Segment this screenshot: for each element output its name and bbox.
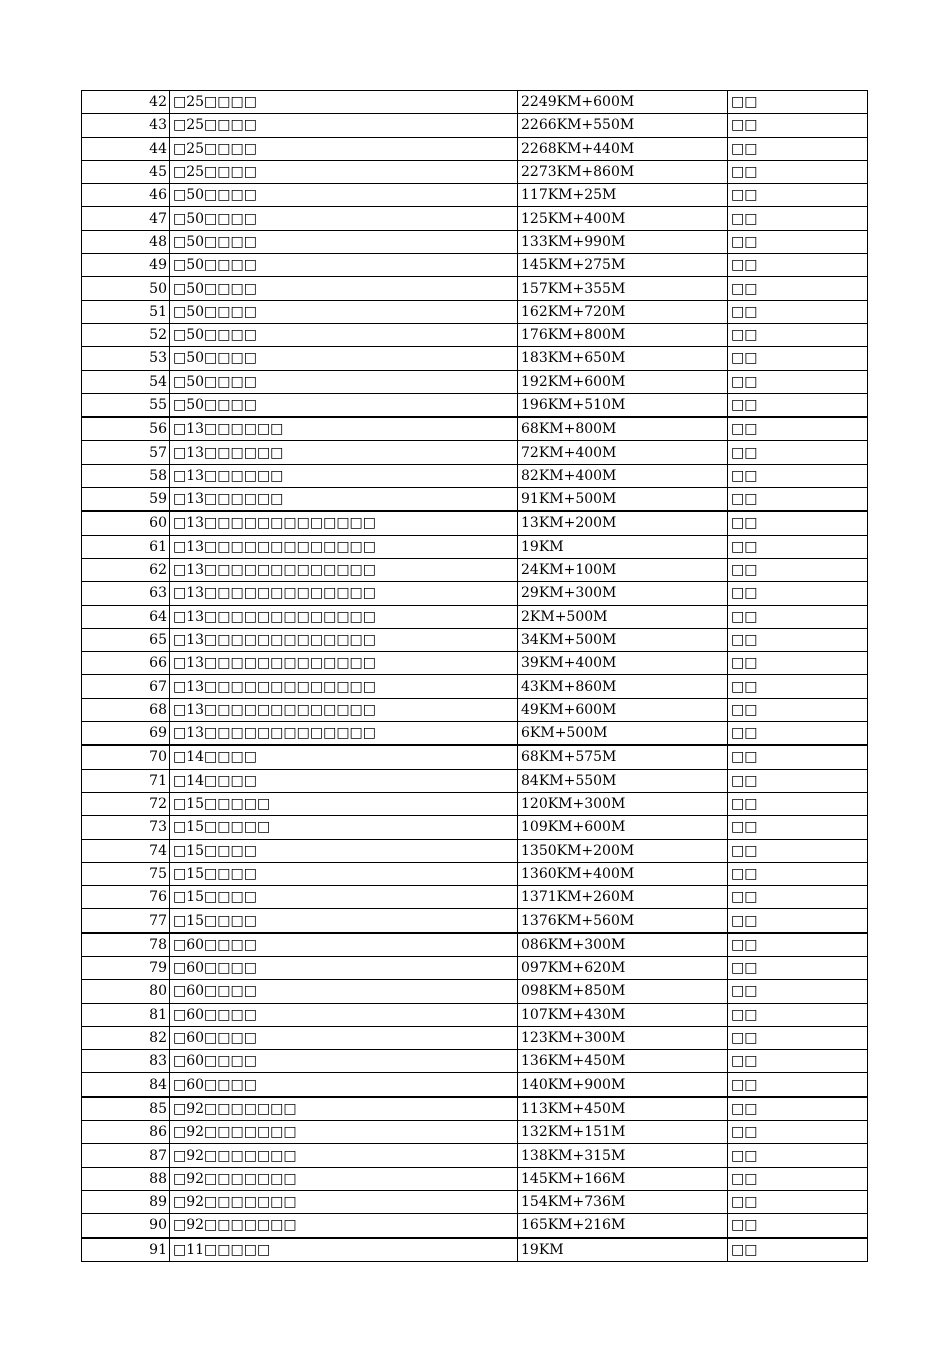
kilometer-cell[interactable]: 43KM+860M (518, 675, 728, 698)
table-row (82, 722, 868, 746)
row-number-cell[interactable]: 48 (82, 230, 170, 253)
note-cell[interactable]: □□ (728, 769, 868, 792)
note-cell[interactable]: □□ (728, 160, 868, 183)
kilometer-cell[interactable]: 176KM+800M (518, 323, 728, 346)
table-row (82, 441, 868, 464)
name-cell[interactable]: □60□□□□ (170, 1073, 518, 1097)
table-row (82, 745, 868, 769)
row-number-cell[interactable]: 82 (82, 1026, 170, 1049)
note-cell[interactable]: □□ (728, 558, 868, 581)
kilometer-cell[interactable]: 117KM+25M (518, 184, 728, 207)
row-number-cell[interactable]: 74 (82, 839, 170, 862)
table-row (82, 1238, 868, 1262)
note-cell[interactable]: □□ (728, 323, 868, 346)
kilometer-cell[interactable]: 91KM+500M (518, 488, 728, 512)
name-cell[interactable]: □50□□□□ (170, 277, 518, 300)
name-cell[interactable]: □15□□□□□ (170, 816, 518, 839)
note-cell[interactable]: □□ (728, 1003, 868, 1026)
name-cell[interactable]: □25□□□□ (170, 114, 518, 137)
note-cell[interactable]: □□ (728, 511, 868, 535)
name-cell[interactable]: □92□□□□□□□ (170, 1097, 518, 1121)
kilometer-cell[interactable]: 133KM+990M (518, 230, 728, 253)
table-row (82, 254, 868, 277)
row-number-cell[interactable]: 76 (82, 886, 170, 909)
note-cell[interactable]: □□ (728, 675, 868, 698)
kilometer-cell[interactable]: 1371KM+260M (518, 886, 728, 909)
note-cell[interactable]: □□ (728, 393, 868, 417)
row-number-cell[interactable]: 70 (82, 745, 170, 769)
note-cell[interactable]: □□ (728, 792, 868, 815)
name-cell[interactable]: □92□□□□□□□ (170, 1144, 518, 1167)
table-row (82, 605, 868, 628)
row-number-cell[interactable]: 65 (82, 628, 170, 651)
kilometer-cell[interactable]: 72KM+400M (518, 441, 728, 464)
note-cell[interactable]: □□ (728, 745, 868, 769)
kilometer-cell[interactable]: 2273KM+860M (518, 160, 728, 183)
row-number-cell[interactable]: 69 (82, 722, 170, 746)
table-row (82, 1097, 868, 1121)
note-cell[interactable]: □□ (728, 1144, 868, 1167)
note-cell[interactable]: □□ (728, 909, 868, 933)
row-number-cell[interactable]: 72 (82, 792, 170, 815)
row-number-cell[interactable]: 53 (82, 347, 170, 370)
name-cell[interactable]: □50□□□□ (170, 347, 518, 370)
note-cell[interactable]: □□ (728, 277, 868, 300)
note-cell[interactable]: □□ (728, 1073, 868, 1097)
row-number-cell[interactable]: 54 (82, 370, 170, 393)
table-row (82, 230, 868, 253)
kilometer-cell[interactable]: 68KM+800M (518, 417, 728, 441)
row-number-cell[interactable]: 45 (82, 160, 170, 183)
table-row (82, 1214, 868, 1238)
name-cell[interactable]: □50□□□□ (170, 370, 518, 393)
row-number-cell[interactable]: 87 (82, 1144, 170, 1167)
kilometer-cell[interactable]: 1350KM+200M (518, 839, 728, 862)
name-cell[interactable]: □25□□□□ (170, 160, 518, 183)
row-number-cell[interactable]: 44 (82, 137, 170, 160)
table-row (82, 393, 868, 417)
note-cell[interactable]: □□ (728, 230, 868, 253)
table-row (82, 652, 868, 675)
table-row (82, 792, 868, 815)
kilometer-cell[interactable]: 138KM+315M (518, 1144, 728, 1167)
note-cell[interactable]: □□ (728, 441, 868, 464)
kilometer-cell[interactable]: 19KM (518, 1238, 728, 1262)
kilometer-cell[interactable]: 2268KM+440M (518, 137, 728, 160)
name-cell[interactable]: □13□□□□□□□□□□□□□ (170, 605, 518, 628)
table-row (82, 956, 868, 979)
row-number-cell[interactable]: 55 (82, 393, 170, 417)
note-cell[interactable]: □□ (728, 980, 868, 1003)
kilometer-cell[interactable]: 1360KM+400M (518, 862, 728, 885)
kilometer-cell[interactable]: 68KM+575M (518, 745, 728, 769)
table-row (82, 1026, 868, 1049)
note-cell[interactable]: □□ (728, 816, 868, 839)
kilometer-cell[interactable]: 162KM+720M (518, 300, 728, 323)
note-cell[interactable]: □□ (728, 652, 868, 675)
note-cell[interactable]: □□ (728, 464, 868, 487)
note-cell[interactable]: □□ (728, 91, 868, 114)
note-cell[interactable]: □□ (728, 1026, 868, 1049)
row-number-cell[interactable]: 75 (82, 862, 170, 885)
table-row (82, 184, 868, 207)
name-cell[interactable]: □50□□□□ (170, 230, 518, 253)
name-cell[interactable]: □13□□□□□□□□□□□□□ (170, 558, 518, 581)
row-number-cell[interactable]: 60 (82, 511, 170, 535)
row-number-cell[interactable]: 73 (82, 816, 170, 839)
name-cell[interactable]: □50□□□□ (170, 323, 518, 346)
table-row (82, 839, 868, 862)
name-cell[interactable]: □13□□□□□□ (170, 488, 518, 512)
table-row (82, 909, 868, 933)
name-cell[interactable]: □92□□□□□□□ (170, 1214, 518, 1238)
note-cell[interactable]: □□ (728, 207, 868, 230)
note-cell[interactable]: □□ (728, 698, 868, 721)
note-cell[interactable]: □□ (728, 1167, 868, 1190)
table-row (82, 1073, 868, 1097)
kilometer-cell[interactable]: 113KM+450M (518, 1097, 728, 1121)
row-number-cell[interactable]: 81 (82, 1003, 170, 1026)
table-row (82, 160, 868, 183)
kilometer-cell[interactable]: 1376KM+560M (518, 909, 728, 933)
name-cell[interactable]: □60□□□□ (170, 1003, 518, 1026)
kilometer-cell[interactable]: 107KM+430M (518, 1003, 728, 1026)
table-row (82, 464, 868, 487)
name-cell[interactable]: □14□□□□ (170, 745, 518, 769)
kilometer-cell[interactable]: 2249KM+600M (518, 91, 728, 114)
name-cell[interactable]: □13□□□□□□□□□□□□□ (170, 698, 518, 721)
name-cell[interactable]: □13□□□□□□□□□□□□□ (170, 675, 518, 698)
table-row (82, 698, 868, 721)
row-number-cell[interactable]: 51 (82, 300, 170, 323)
name-cell[interactable]: □13□□□□□□□□□□□□□ (170, 652, 518, 675)
note-cell[interactable]: □□ (728, 488, 868, 512)
name-cell[interactable]: □60□□□□ (170, 956, 518, 979)
name-cell[interactable]: □15□□□□ (170, 862, 518, 885)
table-row (82, 933, 868, 957)
kilometer-cell[interactable]: 165KM+216M (518, 1214, 728, 1238)
row-number-cell[interactable]: 90 (82, 1214, 170, 1238)
row-number-cell[interactable]: 67 (82, 675, 170, 698)
kilometer-cell[interactable]: 2266KM+550M (518, 114, 728, 137)
note-cell[interactable]: □□ (728, 933, 868, 957)
table-row (82, 1050, 868, 1073)
kilometer-cell[interactable]: 154KM+736M (518, 1190, 728, 1213)
row-number-cell[interactable]: 84 (82, 1073, 170, 1097)
note-cell[interactable]: □□ (728, 347, 868, 370)
table-row (82, 207, 868, 230)
table-row (82, 137, 868, 160)
table-row (82, 535, 868, 558)
row-number-cell[interactable]: 89 (82, 1190, 170, 1213)
kilometer-cell[interactable]: 109KM+600M (518, 816, 728, 839)
name-cell[interactable]: □60□□□□ (170, 1050, 518, 1073)
kilometer-cell[interactable]: 140KM+900M (518, 1073, 728, 1097)
row-number-cell[interactable]: 61 (82, 535, 170, 558)
table-row (82, 769, 868, 792)
table-row (82, 980, 868, 1003)
note-cell[interactable]: □□ (728, 862, 868, 885)
table-row (82, 488, 868, 512)
note-cell[interactable]: □□ (728, 582, 868, 605)
row-number-cell[interactable]: 43 (82, 114, 170, 137)
kilometer-cell[interactable]: 19KM (518, 535, 728, 558)
table-row (82, 1121, 868, 1144)
kilometer-cell[interactable]: 6KM+500M (518, 722, 728, 746)
row-number-cell[interactable]: 42 (82, 91, 170, 114)
row-number-cell[interactable]: 86 (82, 1121, 170, 1144)
row-number-cell[interactable]: 49 (82, 254, 170, 277)
kilometer-cell[interactable]: 125KM+400M (518, 207, 728, 230)
table-row (82, 114, 868, 137)
table-row (82, 417, 868, 441)
table-row (82, 277, 868, 300)
kilometer-cell[interactable]: 2KM+500M (518, 605, 728, 628)
kilometer-cell[interactable]: 120KM+300M (518, 792, 728, 815)
table-row (82, 347, 868, 370)
name-cell[interactable]: □13□□□□□□□□□□□□□ (170, 628, 518, 651)
table-row (82, 1144, 868, 1167)
kilometer-cell[interactable]: 097KM+620M (518, 956, 728, 979)
kilometer-cell[interactable]: 157KM+355M (518, 277, 728, 300)
name-cell[interactable]: □13□□□□□□□□□□□□□ (170, 582, 518, 605)
table-row (82, 628, 868, 651)
note-cell[interactable]: □□ (728, 1214, 868, 1238)
row-number-cell[interactable]: 46 (82, 184, 170, 207)
name-cell[interactable]: □13□□□□□□□□□□□□□ (170, 511, 518, 535)
note-cell[interactable]: □□ (728, 1097, 868, 1121)
note-cell[interactable]: □□ (728, 605, 868, 628)
table-body (82, 91, 868, 1262)
row-number-cell[interactable]: 52 (82, 323, 170, 346)
table-row (82, 862, 868, 885)
row-number-cell[interactable]: 85 (82, 1097, 170, 1121)
note-cell[interactable]: □□ (728, 1190, 868, 1213)
table-row (82, 300, 868, 323)
note-cell[interactable]: □□ (728, 417, 868, 441)
table-row (82, 1003, 868, 1026)
name-cell[interactable]: □92□□□□□□□ (170, 1167, 518, 1190)
row-number-cell[interactable]: 62 (82, 558, 170, 581)
name-cell[interactable]: □50□□□□ (170, 184, 518, 207)
row-number-cell[interactable]: 83 (82, 1050, 170, 1073)
name-cell[interactable]: □60□□□□ (170, 933, 518, 957)
row-number-cell[interactable]: 88 (82, 1167, 170, 1190)
row-number-cell[interactable]: 78 (82, 933, 170, 957)
note-cell[interactable]: □□ (728, 1050, 868, 1073)
name-cell[interactable]: □15□□□□ (170, 909, 518, 933)
row-number-cell[interactable]: 77 (82, 909, 170, 933)
table-row (82, 1167, 868, 1190)
note-cell[interactable]: □□ (728, 839, 868, 862)
name-cell[interactable]: □15□□□□□ (170, 792, 518, 815)
table-row (82, 91, 868, 114)
table-row (82, 675, 868, 698)
name-cell[interactable]: □50□□□□ (170, 207, 518, 230)
table-row (82, 582, 868, 605)
note-cell[interactable]: □□ (728, 254, 868, 277)
kilometer-cell[interactable]: 086KM+300M (518, 933, 728, 957)
note-cell[interactable]: □□ (728, 886, 868, 909)
kilometer-cell[interactable]: 13KM+200M (518, 511, 728, 535)
name-cell[interactable]: □13□□□□□□□□□□□□□ (170, 535, 518, 558)
row-number-cell[interactable]: 91 (82, 1238, 170, 1262)
name-cell[interactable]: □50□□□□ (170, 254, 518, 277)
note-cell[interactable]: □□ (728, 370, 868, 393)
row-number-cell[interactable]: 58 (82, 464, 170, 487)
note-cell[interactable]: □□ (728, 184, 868, 207)
row-number-cell[interactable]: 80 (82, 980, 170, 1003)
name-cell[interactable]: □13□□□□□□□□□□□□□ (170, 722, 518, 746)
name-cell[interactable]: □15□□□□ (170, 839, 518, 862)
kilometer-cell[interactable]: 132KM+151M (518, 1121, 728, 1144)
name-cell[interactable]: □50□□□□ (170, 393, 518, 417)
name-cell[interactable]: □13□□□□□□ (170, 464, 518, 487)
table-row (82, 886, 868, 909)
kilometer-cell[interactable]: 192KM+600M (518, 370, 728, 393)
note-cell[interactable]: □□ (728, 956, 868, 979)
kilometer-cell[interactable]: 39KM+400M (518, 652, 728, 675)
name-cell[interactable]: □13□□□□□□ (170, 441, 518, 464)
table-row (82, 323, 868, 346)
table-row (82, 816, 868, 839)
name-cell[interactable]: □25□□□□ (170, 137, 518, 160)
row-number-cell[interactable]: 63 (82, 582, 170, 605)
table-row (82, 511, 868, 535)
row-number-cell[interactable]: 68 (82, 698, 170, 721)
name-cell[interactable]: □15□□□□ (170, 886, 518, 909)
name-cell[interactable]: □11□□□□□ (170, 1238, 518, 1262)
note-cell[interactable]: □□ (728, 1238, 868, 1262)
name-cell[interactable]: □50□□□□ (170, 300, 518, 323)
name-cell[interactable]: □13□□□□□□ (170, 417, 518, 441)
kilometer-cell[interactable]: 34KM+500M (518, 628, 728, 651)
spreadsheet-sheet (81, 90, 868, 1262)
note-cell[interactable]: □□ (728, 137, 868, 160)
row-number-cell[interactable]: 79 (82, 956, 170, 979)
name-cell[interactable]: □14□□□□ (170, 769, 518, 792)
note-cell[interactable]: □□ (728, 300, 868, 323)
note-cell[interactable]: □□ (728, 535, 868, 558)
row-number-cell[interactable]: 56 (82, 417, 170, 441)
name-cell[interactable]: □25□□□□ (170, 91, 518, 114)
name-cell[interactable]: □60□□□□ (170, 980, 518, 1003)
row-number-cell[interactable]: 59 (82, 488, 170, 512)
name-cell[interactable]: □92□□□□□□□ (170, 1190, 518, 1213)
kilometer-cell[interactable]: 24KM+100M (518, 558, 728, 581)
kilometer-cell[interactable]: 136KM+450M (518, 1050, 728, 1073)
row-number-cell[interactable]: 50 (82, 277, 170, 300)
kilometer-cell[interactable]: 183KM+650M (518, 347, 728, 370)
kilometer-cell[interactable]: 29KM+300M (518, 582, 728, 605)
kilometer-cell[interactable]: 098KM+850M (518, 980, 728, 1003)
kilometer-cell[interactable]: 123KM+300M (518, 1026, 728, 1049)
kilometer-cell[interactable]: 84KM+550M (518, 769, 728, 792)
row-number-cell[interactable]: 57 (82, 441, 170, 464)
note-cell[interactable]: □□ (728, 114, 868, 137)
kilometer-cell[interactable]: 145KM+166M (518, 1167, 728, 1190)
row-number-cell[interactable]: 71 (82, 769, 170, 792)
name-cell[interactable]: □60□□□□ (170, 1026, 518, 1049)
kilometer-cell[interactable]: 196KM+510M (518, 393, 728, 417)
note-cell[interactable]: □□ (728, 722, 868, 746)
row-number-cell[interactable]: 47 (82, 207, 170, 230)
kilometer-cell[interactable]: 145KM+275M (518, 254, 728, 277)
data-table (81, 90, 868, 1262)
kilometer-cell[interactable]: 49KM+600M (518, 698, 728, 721)
table-row (82, 1190, 868, 1213)
kilometer-cell[interactable]: 82KM+400M (518, 464, 728, 487)
table-row (82, 558, 868, 581)
note-cell[interactable]: □□ (728, 628, 868, 651)
table-row (82, 370, 868, 393)
note-cell[interactable]: □□ (728, 1121, 868, 1144)
row-number-cell[interactable]: 66 (82, 652, 170, 675)
row-number-cell[interactable]: 64 (82, 605, 170, 628)
name-cell[interactable]: □92□□□□□□□ (170, 1121, 518, 1144)
